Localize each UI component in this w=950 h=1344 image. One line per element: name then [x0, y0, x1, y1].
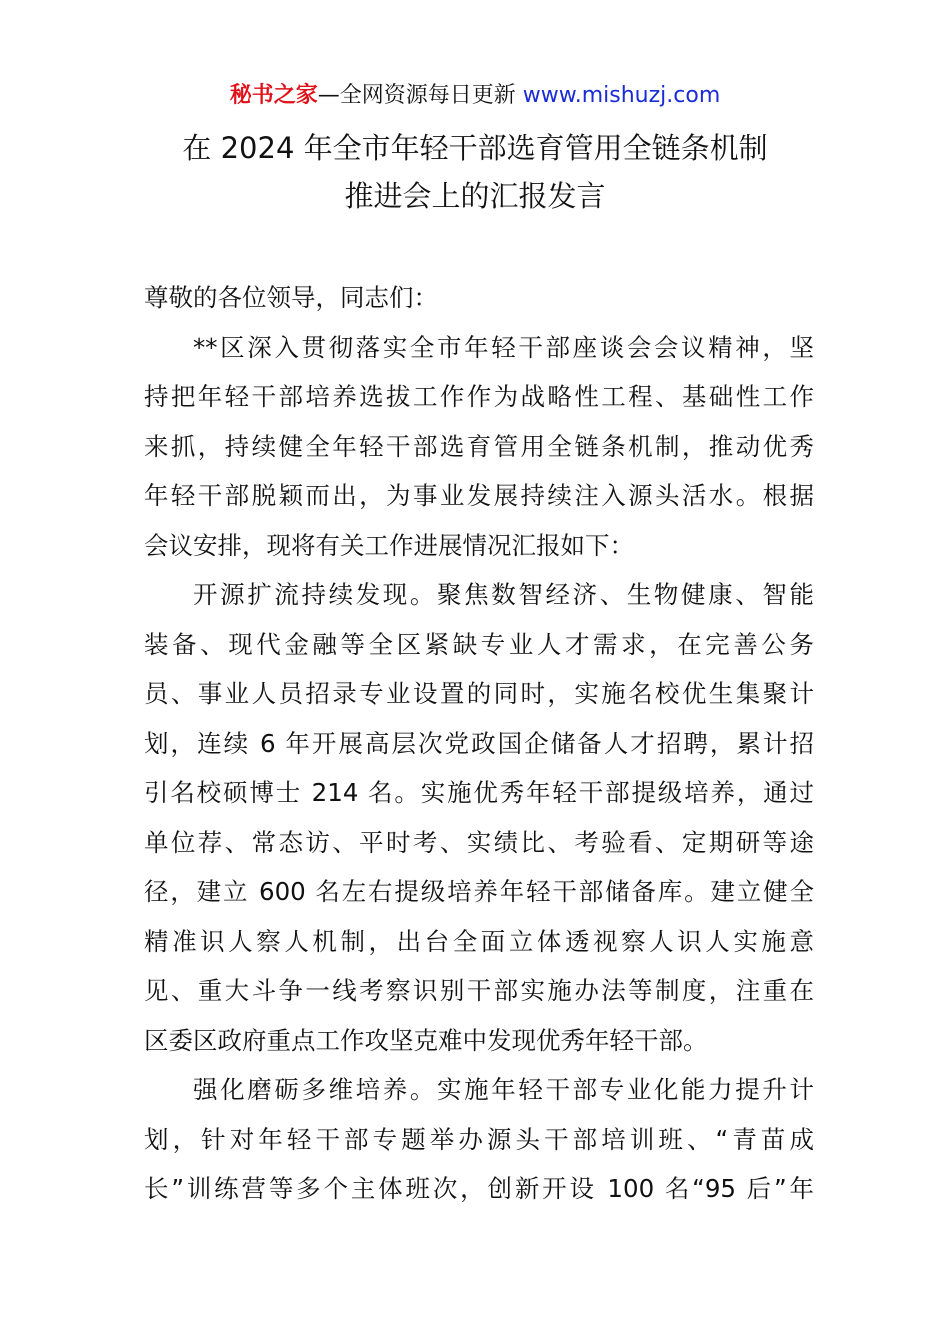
paragraph-line: 径，建立 600 名左右提级培养年轻干部储备库。建立健全 — [144, 877, 814, 906]
paragraph-line: 持把年轻干部培养选拔工作作为战略性工程、基础性工作 — [144, 382, 814, 411]
paragraph-line: 开源扩流持续发现。聚焦数智经济、生物健康、智能 — [193, 580, 814, 609]
paragraph-line: 划，针对年轻干部专题举办源头干部培训班、“青苗成 — [144, 1124, 814, 1154]
brand-name: 秘书之家 — [229, 83, 318, 108]
paragraph-1 — [144, 323, 814, 571]
header-tagline: —全网资源每日更新 — [317, 83, 523, 108]
paragraph-line: 来抓，持续健全年轻干部选育管用全链条机制，推动优秀 — [144, 431, 814, 461]
paragraph-line: 精准识人察人机制，出台全面立体透视察人识人实施意 — [144, 926, 814, 956]
document-title-line-2: 推进会上的汇报发言 — [344, 179, 606, 213]
document-title-line-1: 在 2024 年全市年轻干部选育管用全链条机制 — [182, 131, 768, 165]
paragraph-line: 装备、现代金融等全区紧缺专业人才需求，在完善公务 — [144, 629, 814, 659]
paragraph-line: 见、重大斗争一线考察识别干部实施办法等制度，注重在 — [144, 976, 814, 1005]
salutation: 尊敬的各位领导，同志们： — [144, 283, 438, 312]
paragraph-line: 会议安排，现将有关工作进展情况汇报如下： — [144, 530, 634, 560]
site-header-banner — [0, 80, 950, 112]
paragraph-line: 年轻干部脱颖而出，为事业发展持续注入源头活水。根据 — [144, 481, 814, 510]
paragraph-line: 强化磨砺多维培养。实施年轻干部专业化能力提升计 — [193, 1075, 814, 1104]
paragraph-line: 区委区政府重点工作攻坚克难中发现优秀年轻干部。 — [144, 1025, 708, 1055]
paragraph-line: 划，连续 6 年开展高层次党政国企储备人才招聘，累计招 — [144, 728, 814, 758]
document-body — [144, 273, 814, 1214]
paragraph-line: 员、事业人员招录专业设置的同时，实施名校优生集聚计 — [144, 679, 814, 708]
paragraph-line: 引名校硕博士 214 名。实施优秀年轻干部提级培养，通过 — [144, 778, 814, 807]
site-url-link[interactable]: www.mishuzj.com — [522, 83, 721, 108]
paragraph-line: **区深入贯彻落实全市年轻干部座谈会会议精神，坚 — [193, 332, 814, 362]
paragraph-line: 单位荐、常态访、平时考、实绩比、考验看、定期研等途 — [144, 827, 814, 857]
paragraph-3 — [144, 1065, 814, 1214]
paragraph-line: 长”训练营等多个主体班次，创新开设 100 名“95 后”年 — [144, 1174, 814, 1203]
paragraph-2 — [144, 570, 814, 1065]
